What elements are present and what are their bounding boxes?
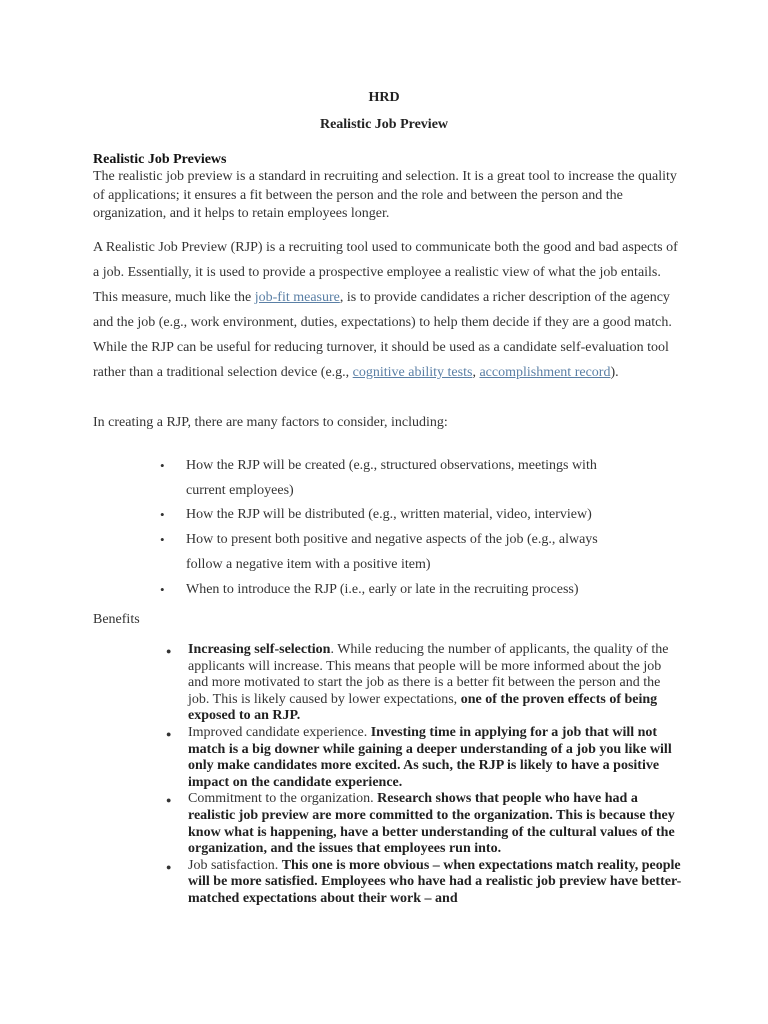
document-title: HRD (368, 90, 400, 105)
benefit-bold-text: Research shows that people who have had a realistic job preview are more committed to the organization. This is because they know what is happening, have a better understanding of the cultural values of the organization, and the issues that employees run into. (188, 791, 675, 857)
rjp-separator: , (472, 365, 480, 380)
list-item (163, 791, 683, 857)
benefits-heading: Benefits (93, 612, 140, 627)
benefit-lead: Improved candidate experience (188, 724, 364, 740)
list-item (163, 642, 683, 725)
benefit-lead: Job satisfaction (188, 857, 275, 873)
document-subtitle: Realistic Job Preview (319, 117, 449, 132)
benefits-list (163, 642, 683, 908)
rjp-paragraph (93, 235, 683, 385)
accomplishment-record-link[interactable]: accomplishment record (479, 365, 611, 380)
factors-list (160, 454, 630, 602)
list-item: • When to introduce the RJP (i.e., early or late in the recruiting process) (160, 578, 630, 603)
list-item (163, 725, 683, 791)
list-item: • How to present both positive and negative aspects of the job (e.g., always follow a negative item with a positive item) (160, 528, 630, 577)
cognitive-ability-tests-link[interactable]: cognitive ability tests (352, 365, 473, 380)
section-heading: Realistic Job Previews (93, 152, 227, 167)
benefit-text: . (370, 791, 378, 807)
rjp-text-1: A Realistic Job Preview (RJP) is a recruiting tool used to communicate both the good and bad aspects of a job. Essentially, it is used to provide a prospective employee a realistic view of what the job entails. This measure, much like the (93, 240, 678, 305)
benefit-bold-text: Investing time in applying for a job that will not match is a big downer while gaining a deeper understanding of a job you like will only make candidates more excited. As such, the RJP is likely to have a positive impact on the candidate experience. (188, 724, 672, 790)
benefit-lead: Commitment to the organization (188, 791, 371, 807)
rjp-text-2: , is to provide candidates a richer description of the agency and the job (e.g., work environment, duties, expectations) to help them decide if they are a good match. While the RJP can be useful for reducing turnover, it should be used as a candidate self-evaluation tool rather than a traditional selection device (e.g., (93, 290, 672, 380)
factors-intro: In creating a RJP, there are many factors to consider, including: (93, 415, 448, 430)
benefit-bold-text: one of the proven effects of being exposed to an RJP. (188, 691, 658, 724)
benefit-text: . (363, 724, 371, 740)
intro-paragraph: The realistic job preview is a standard in recruiting and selection. It is a great tool to increase the quality of applications; it ensures a fit between the person and the role and between the person and the organization, and it helps to retain employees longer. (93, 169, 677, 221)
benefit-bold-text: This one is more obvious – when expectations match reality, people will be more satisfied. Employees who have had a realistic job preview have better-matched expectations about their work – and (188, 857, 682, 906)
list-item: • How the RJP will be distributed (e.g., written material, video, interview) (160, 503, 630, 528)
list-item (163, 858, 683, 908)
intro-section (93, 151, 683, 224)
rjp-text-3: ). (610, 365, 619, 380)
job-fit-measure-link[interactable]: job-fit measure (254, 290, 340, 305)
benefit-lead: Increasing self-selection (188, 642, 331, 657)
benefit-text: . (274, 857, 282, 873)
list-item: • How the RJP will be created (e.g., structured observations, meetings with current employees) (160, 454, 630, 503)
benefit-text: . While reducing the number of applicants, the quality of the applicants will increase. This means that people will be more informed about the job and more motivated to start the job as there is a better fit between the person and the job. This is likely caused by lower expectations, (188, 642, 669, 707)
